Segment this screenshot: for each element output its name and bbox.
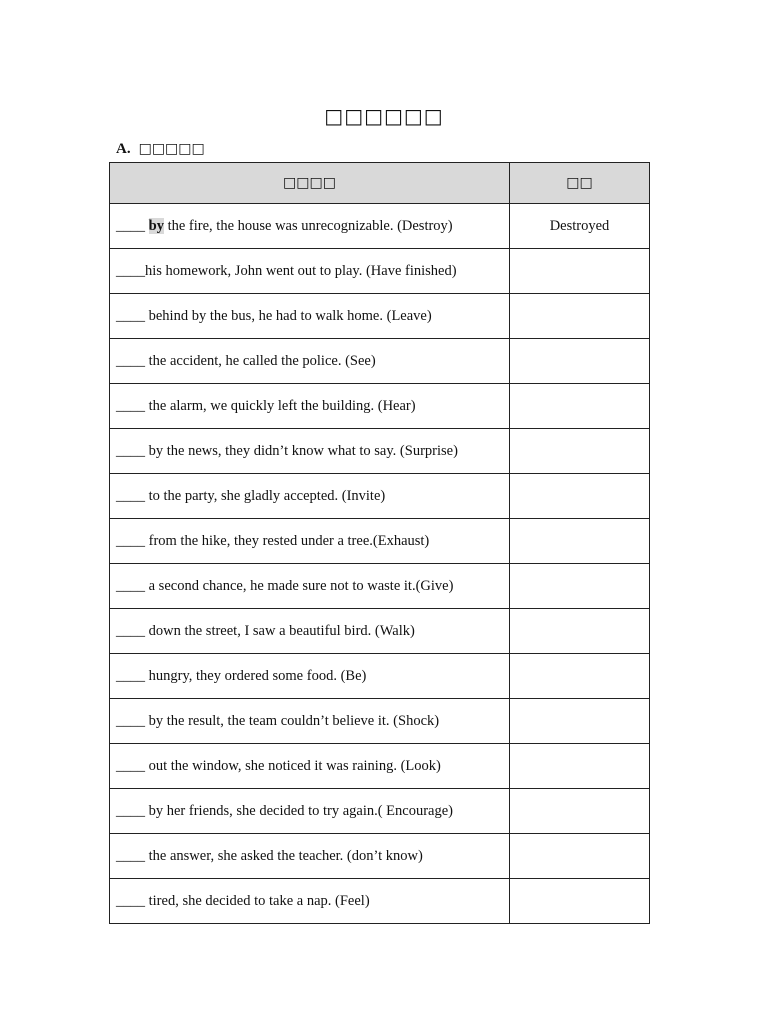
answer-blank: ____: [116, 757, 149, 774]
table-row: [110, 474, 650, 519]
answer-blank: ____: [116, 487, 149, 504]
answer-cell[interactable]: [510, 879, 650, 924]
sentence-cell[interactable]: [110, 789, 510, 834]
sentence-cell[interactable]: [110, 519, 510, 564]
table-row: [110, 294, 650, 339]
sentence-cell[interactable]: [110, 654, 510, 699]
sentence-cell[interactable]: [110, 249, 510, 294]
sentence-cell[interactable]: [110, 699, 510, 744]
sentence-text: the accident, he called the police. (See): [148, 352, 376, 369]
sentence-text: the answer, she asked the teacher. (don’t know): [148, 847, 423, 864]
answer-blank: ____: [116, 217, 149, 234]
section-heading: [116, 141, 205, 158]
answer-cell[interactable]: [510, 609, 650, 654]
sentence-text: his homework, John went out to play. (Have finished): [145, 262, 457, 279]
table-row: [110, 654, 650, 699]
answer-cell[interactable]: [510, 834, 650, 879]
answer-cell[interactable]: [510, 744, 650, 789]
sentence-text: by the news, they didn’t know what to say. (Surprise): [148, 442, 458, 459]
answer-blank: ____: [116, 712, 149, 729]
answer-blank: ____: [116, 847, 149, 864]
table-row: [110, 564, 650, 609]
sentence-cell[interactable]: [110, 339, 510, 384]
sentence-text: to the party, she gladly accepted. (Invite): [148, 487, 386, 504]
answer-blank: ____: [116, 532, 149, 549]
section-letter: A.: [116, 141, 131, 157]
sentence-text: from the hike, they rested under a tree.(Exhaust): [148, 532, 430, 549]
answer-blank: ____: [116, 397, 149, 414]
table-header-row: [110, 163, 650, 204]
answer-cell[interactable]: Destroyed: [510, 204, 650, 249]
answer-blank: ____: [116, 442, 149, 459]
sentence-cell[interactable]: [110, 294, 510, 339]
answer-blank: ____: [116, 307, 149, 324]
column-header-sentence: □□□□: [110, 163, 510, 204]
table-row: [110, 339, 650, 384]
answer-cell[interactable]: [510, 294, 650, 339]
sentence-text: the fire, the house was unrecognizable. (Destroy): [163, 217, 453, 234]
answer-blank: ____: [116, 892, 149, 909]
table-row: [110, 249, 650, 294]
table-row: [110, 744, 650, 789]
table-row: [110, 699, 650, 744]
sentence-text: down the street, I saw a beautiful bird. (Walk): [148, 622, 415, 639]
table-row: [110, 879, 650, 924]
sentence-text: a second chance, he made sure not to waste it.(Give): [148, 577, 454, 594]
sentence-text: by the result, the team couldn’t believe it. (Shock): [148, 712, 440, 729]
table-row: [110, 429, 650, 474]
answer-cell[interactable]: [510, 654, 650, 699]
table-row: [110, 204, 650, 249]
answer-cell[interactable]: [510, 384, 650, 429]
answer-cell[interactable]: [510, 474, 650, 519]
sentence-cell[interactable]: [110, 204, 510, 249]
sentence-cell[interactable]: [110, 744, 510, 789]
answer-blank: ____: [116, 577, 149, 594]
answer-cell[interactable]: [510, 519, 650, 564]
column-header-answer: □□: [510, 163, 650, 204]
sentence-text: out the window, she noticed it was raining. (Look): [148, 757, 441, 774]
answer-cell[interactable]: [510, 699, 650, 744]
table-row: [110, 384, 650, 429]
sentence-text: by her friends, she decided to try again.( Encourage): [148, 802, 454, 819]
sentence-cell[interactable]: [110, 429, 510, 474]
answer-cell[interactable]: [510, 564, 650, 609]
sentence-cell[interactable]: [110, 609, 510, 654]
sentence-cell[interactable]: [110, 879, 510, 924]
answer-blank: ____: [116, 352, 149, 369]
sentence-text: tired, she decided to take a nap. (Feel): [148, 892, 370, 909]
sentence-text: behind by the bus, he had to walk home. (Leave): [148, 307, 432, 324]
table-row: [110, 519, 650, 564]
sentence-cell[interactable]: [110, 384, 510, 429]
answer-blank: ____: [116, 622, 149, 639]
page-title: □□□□□□: [324, 104, 444, 128]
answer-blank: ____: [116, 262, 145, 279]
answer-blank: ____: [116, 667, 149, 684]
answer-blank: ____: [116, 802, 149, 819]
sentence-cell[interactable]: [110, 564, 510, 609]
answer-cell[interactable]: [510, 429, 650, 474]
answer-cell[interactable]: [510, 339, 650, 384]
highlighted-word: by: [148, 217, 164, 234]
table-row: [110, 834, 650, 879]
section-label: □□□□□: [138, 141, 205, 157]
sentence-text: the alarm, we quickly left the building. (Hear): [148, 397, 416, 414]
table-row: [110, 609, 650, 654]
sentence-cell[interactable]: [110, 834, 510, 879]
answer-cell[interactable]: [510, 789, 650, 834]
table-row: [110, 789, 650, 834]
sentence-cell[interactable]: [110, 474, 510, 519]
answer-cell[interactable]: [510, 249, 650, 294]
sentence-text: hungry, they ordered some food. (Be): [148, 667, 367, 684]
exercise-table: [109, 162, 650, 924]
